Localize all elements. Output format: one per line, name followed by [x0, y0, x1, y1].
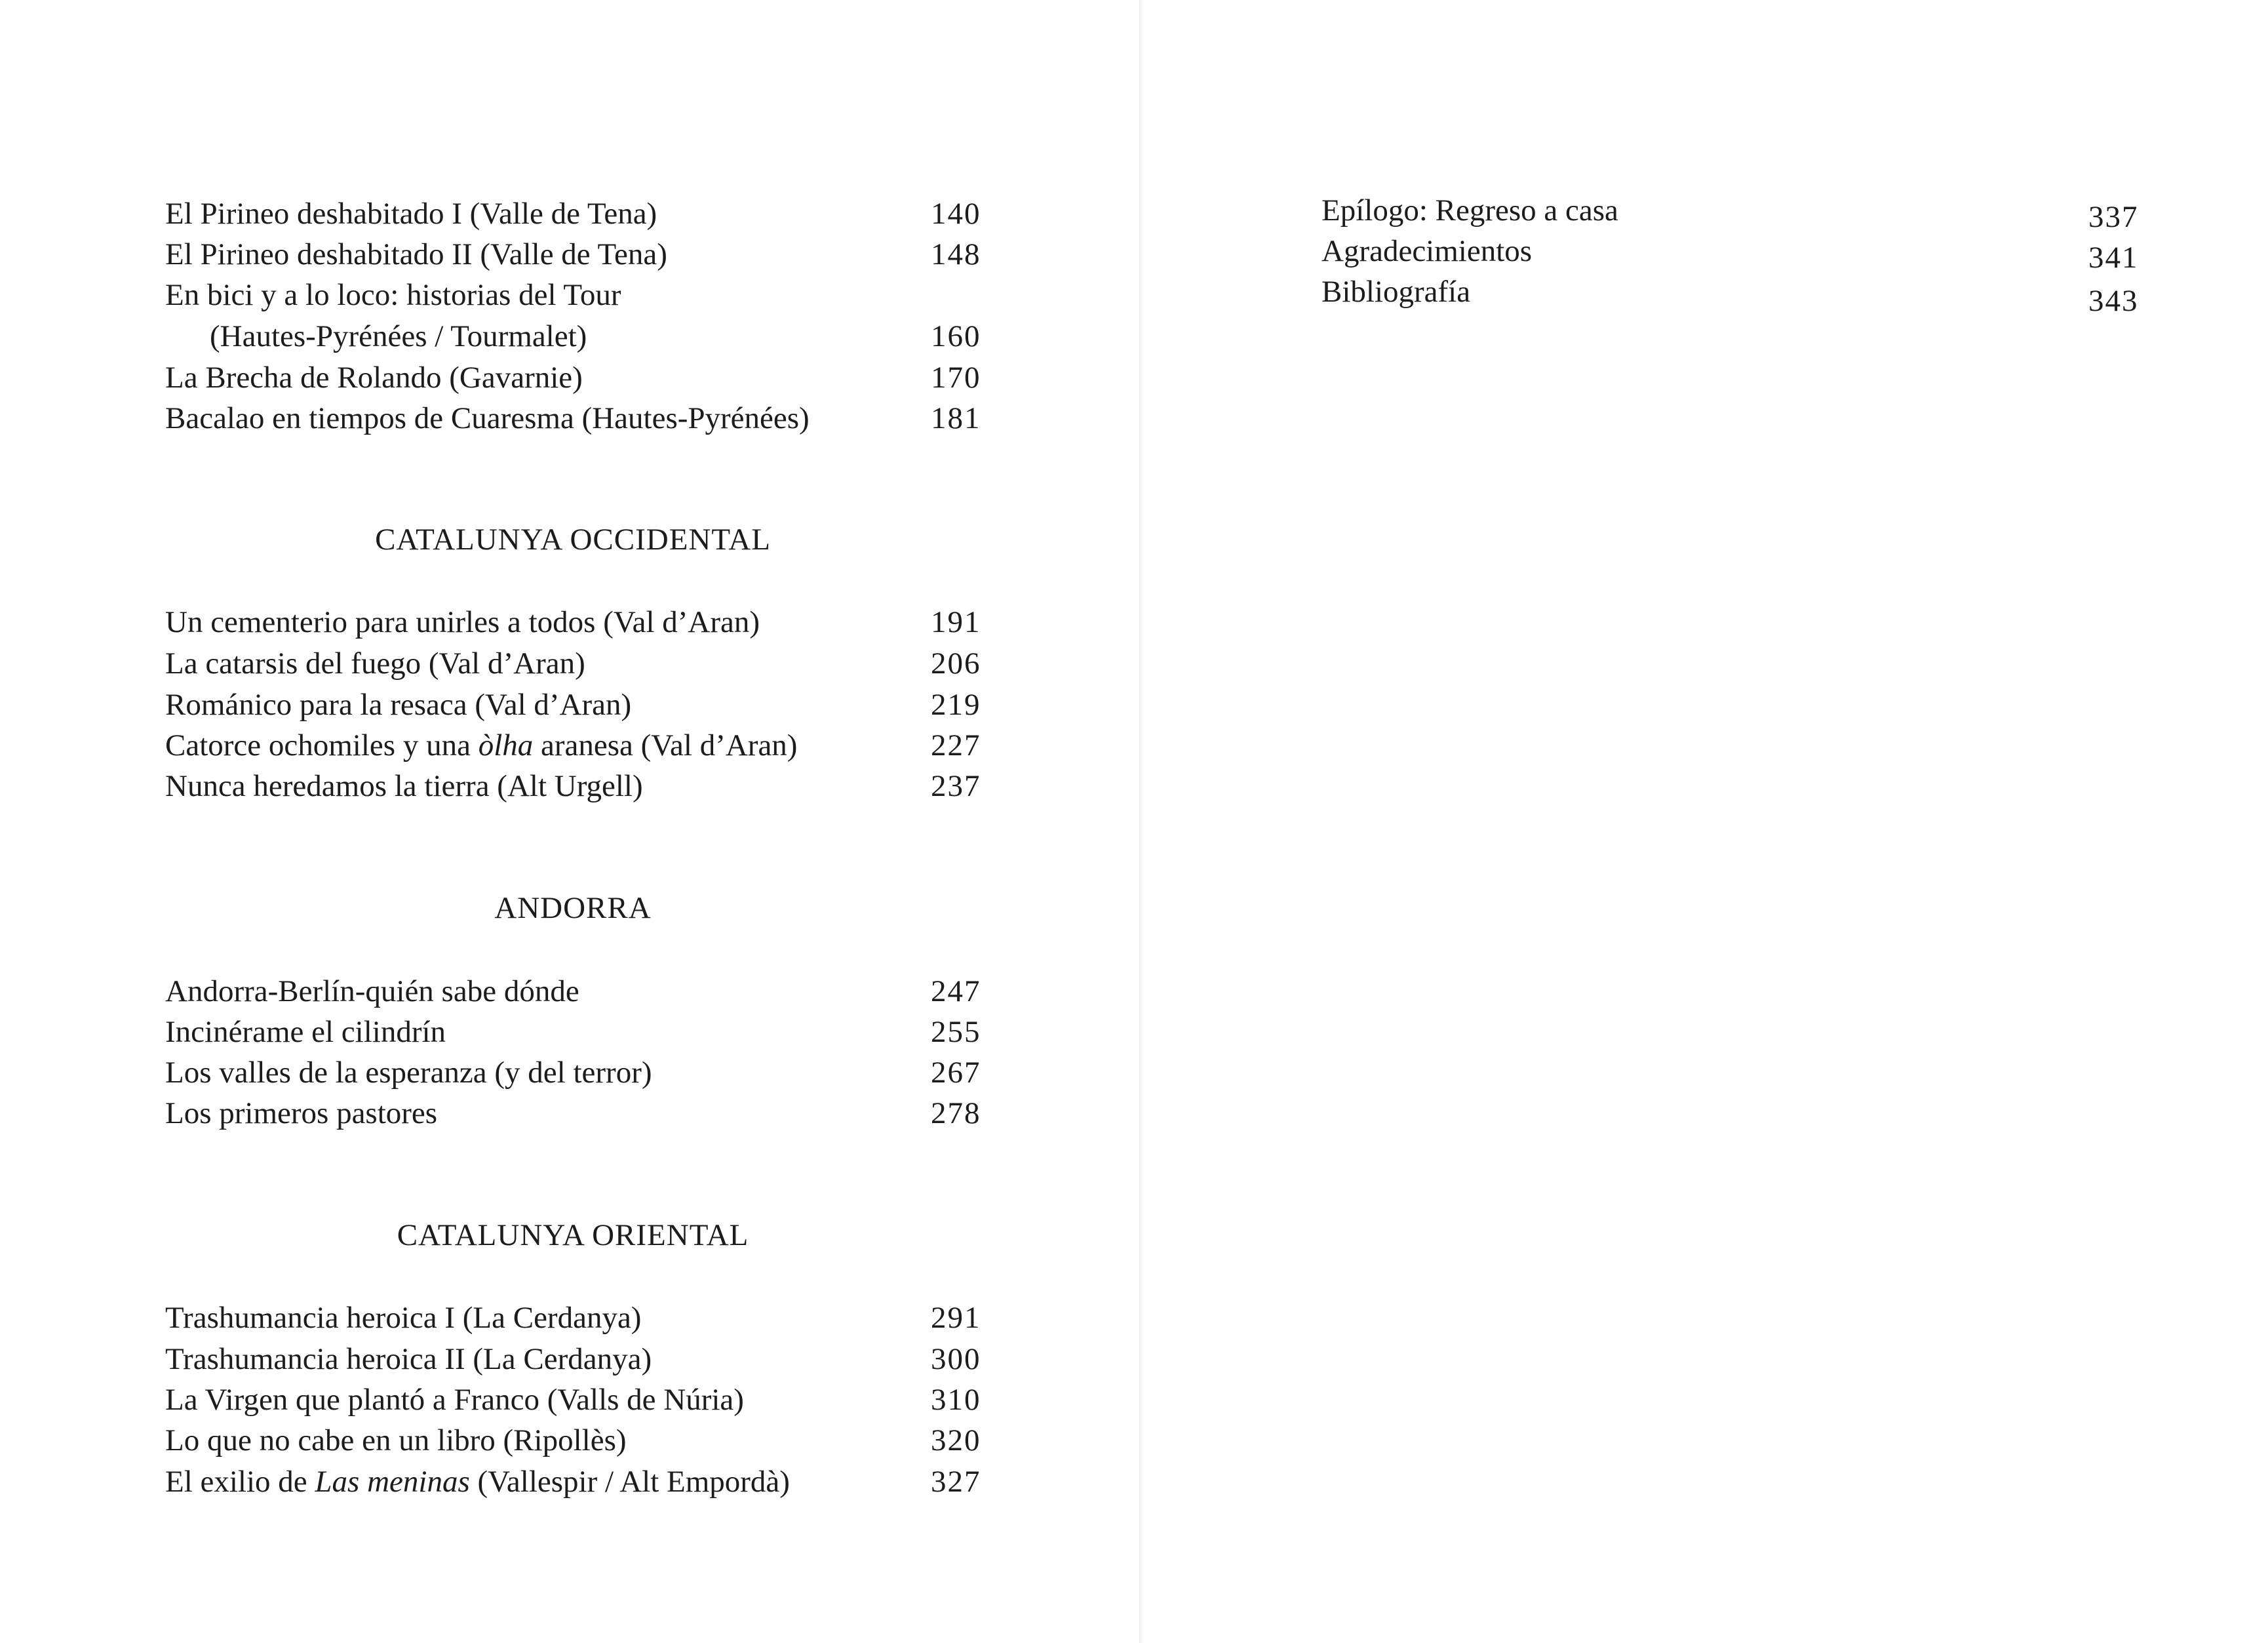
title-italic-text: Las meninas	[315, 1465, 470, 1499]
toc-entry-page: 170	[931, 361, 981, 395]
toc-entry-page: 343	[2088, 284, 2139, 318]
toc-entry-title: Un cementerio para unirles a todos (Val d’Aran)	[165, 605, 760, 639]
toc-entry-page: 327	[931, 1465, 981, 1499]
toc-entry-page: 181	[931, 401, 981, 435]
toc-entry-title: La Virgen que plantó a Franco (Valls de Núria)	[165, 1383, 744, 1417]
toc-entry-title: La Brecha de Rolando (Gavarnie)	[165, 361, 583, 395]
toc-entry-title: Trashumancia heroica II (La Cerdanya)	[165, 1342, 652, 1376]
title-text: aranesa (Val d’Aran)	[533, 728, 798, 762]
toc-entry-page: 341	[2088, 241, 2139, 275]
toc-entry-page: 300	[931, 1342, 981, 1376]
toc-entry-page: 237	[931, 769, 981, 803]
toc-entry-title: Lo que no cabe en un libro (Ripollès)	[165, 1423, 627, 1457]
toc-entry-page: 255	[931, 1015, 981, 1049]
title-italic-text: òlha	[478, 728, 534, 762]
section-heading: ANDORRA	[494, 891, 652, 925]
toc-entry-page: 291	[931, 1301, 981, 1335]
title-text: Catorce ochomiles y una	[165, 728, 479, 762]
toc-entry-title: Andorra-Berlín-quién sabe dónde	[165, 974, 579, 1008]
toc-entry-page: 247	[931, 974, 981, 1008]
toc-entry-page: 219	[931, 688, 981, 722]
toc-entry-title: La catarsis del fuego (Val d’Aran)	[165, 646, 585, 681]
toc-entry-page: 160	[931, 319, 981, 353]
toc-entry-page: 206	[931, 646, 981, 681]
section-heading: CATALUNYA ORIENTAL	[397, 1218, 749, 1252]
toc-entry-title: (Hautes-Pyrénées / Tourmalet)	[210, 319, 587, 353]
toc-entry-title: Bacalao en tiempos de Cuaresma (Hautes-Pyrénées)	[165, 401, 810, 435]
toc-entry-page: 148	[931, 237, 981, 271]
toc-entry-title: El Pirineo deshabitado I (Valle de Tena)	[165, 197, 657, 231]
toc-entry-page: 191	[931, 605, 981, 639]
toc-entry-page: 227	[931, 728, 981, 762]
toc-entry-page: 310	[931, 1383, 981, 1417]
toc-entry-title: Románico para la resaca (Val d’Aran)	[165, 688, 632, 722]
toc-entry-title: El Pirineo deshabitado II (Valle de Tena)	[165, 237, 667, 271]
toc-entry-title	[165, 1461, 790, 1502]
toc-entry-page: 140	[931, 197, 981, 231]
toc-entry-title: Epílogo: Regreso a casa	[1321, 193, 1618, 228]
toc-entry-title	[165, 725, 797, 766]
toc-entry-page: 337	[2088, 200, 2139, 234]
toc-entry-page: 320	[931, 1423, 981, 1457]
toc-entry-title: Bibliografía	[1321, 275, 1471, 309]
title-text: (Vallespir / Alt Empordà)	[469, 1465, 790, 1499]
toc-entry-title: Los valles de la esperanza (y del terror)	[165, 1056, 652, 1090]
toc-entry-title: En bici y a lo loco: historias del Tour	[165, 278, 621, 312]
section-heading: CATALUNYA OCCIDENTAL	[375, 523, 771, 557]
toc-entry-title: Nunca heredamos la tierra (Alt Urgell)	[165, 769, 643, 803]
toc-entry-title: Incinérame el cilindrín	[165, 1015, 446, 1049]
toc-entry-page: 278	[931, 1096, 981, 1130]
title-text: El exilio de	[165, 1465, 315, 1499]
toc-entry-title: Trashumancia heroica I (La Cerdanya)	[165, 1301, 642, 1335]
toc-entry-title: Agradecimientos	[1321, 234, 1533, 268]
toc-entry-page: 267	[931, 1056, 981, 1090]
toc-entry-title: Los primeros pastores	[165, 1096, 438, 1130]
